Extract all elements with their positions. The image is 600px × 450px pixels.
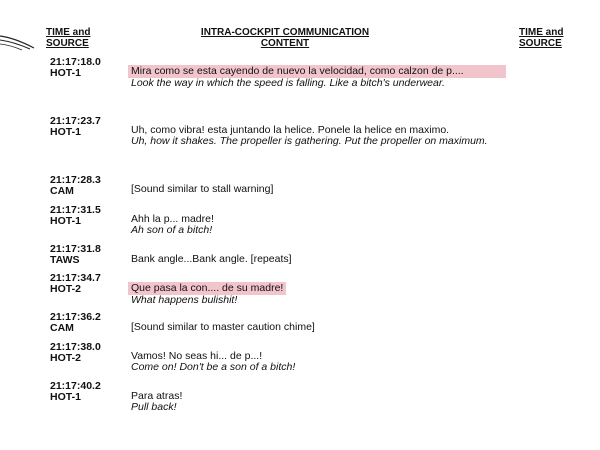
- entry-spanish: [Sound similar to master caution chime]: [131, 321, 315, 333]
- entry-spanish: Ahh la p... madre!: [131, 213, 214, 225]
- entry-time: 21:17:23.7: [50, 115, 101, 127]
- header-communication-content: [160, 27, 410, 49]
- entry-source: HOT-2: [50, 283, 81, 295]
- header-center-line2: CONTENT: [260, 38, 310, 49]
- entry-content: [131, 184, 506, 195]
- entry-english: What happens bulishit!: [131, 294, 238, 306]
- entry-source: HOT-2: [50, 352, 81, 364]
- entry-source: HOT-1: [50, 67, 81, 79]
- entry-time: 21:17:34.7: [50, 272, 101, 284]
- entry-spanish: Para atras!: [131, 390, 183, 402]
- entry-time: 21:17:18.0: [50, 56, 101, 68]
- entry-content: [131, 125, 506, 147]
- entry-content: [131, 282, 506, 306]
- entry-content: [131, 351, 506, 373]
- entry-content: [131, 254, 506, 265]
- entry-time: 21:17:36.2: [50, 311, 101, 323]
- entry-time: 21:17:31.8: [50, 243, 101, 255]
- entry-english: Ah son of a bitch!: [131, 224, 213, 236]
- entry-english: Look the way in which the speed is falling. Like a bitch's underwear.: [131, 77, 445, 89]
- entry-spanish: [Sound similar to stall warning]: [131, 183, 274, 195]
- entry-content: [131, 65, 506, 89]
- entry-english: Uh, how it shakes. The propeller is gathering. Put the propeller on maximum.: [131, 135, 488, 147]
- entry-time: 21:17:31.5: [50, 204, 101, 216]
- entry-time: 21:17:38.0: [50, 341, 101, 353]
- entry-source: HOT-1: [50, 126, 81, 138]
- header-left-line2: SOURCE: [46, 38, 89, 49]
- header-right-line1: TIME and: [519, 27, 564, 38]
- entry-content: [131, 391, 506, 413]
- entry-content: [131, 322, 506, 333]
- entry-spanish: Bank angle...Bank angle. [repeats]: [131, 253, 292, 265]
- entry-spanish: Uh, como vibra! esta juntando la helice. Ponele la helice en maximo.: [131, 124, 450, 136]
- entry-source: TAWS: [50, 254, 80, 266]
- entry-content: [131, 214, 506, 236]
- entry-source: CAM: [50, 322, 74, 334]
- header-time-source-right: [519, 27, 563, 49]
- entry-spanish: Vamos! No seas hi... de p...!: [131, 350, 263, 362]
- entry-spanish-highlighted: Mira como se esta cayendo de nuevo la velocidad, como calzon de p....: [128, 65, 506, 78]
- entry-time: 21:17:40.2: [50, 380, 101, 392]
- entry-source: CAM: [50, 185, 74, 197]
- entry-english: Pull back!: [131, 401, 177, 413]
- header-center-line1: INTRA-COCKPIT COMMUNICATION: [200, 27, 370, 38]
- entry-time: 21:17:28.3: [50, 174, 101, 186]
- header-left-line1: TIME and: [46, 27, 91, 38]
- header-right-line2: SOURCE: [519, 38, 562, 49]
- corner-scribble-mark: [0, 30, 40, 52]
- entry-spanish-highlighted: Que pasa la con.... de su madre!: [128, 282, 286, 295]
- entry-english: Come on! Don't be a son of a bitch!: [131, 361, 296, 373]
- entry-source: HOT-1: [50, 215, 81, 227]
- entry-source: HOT-1: [50, 391, 81, 403]
- header-time-source-left: [46, 27, 90, 49]
